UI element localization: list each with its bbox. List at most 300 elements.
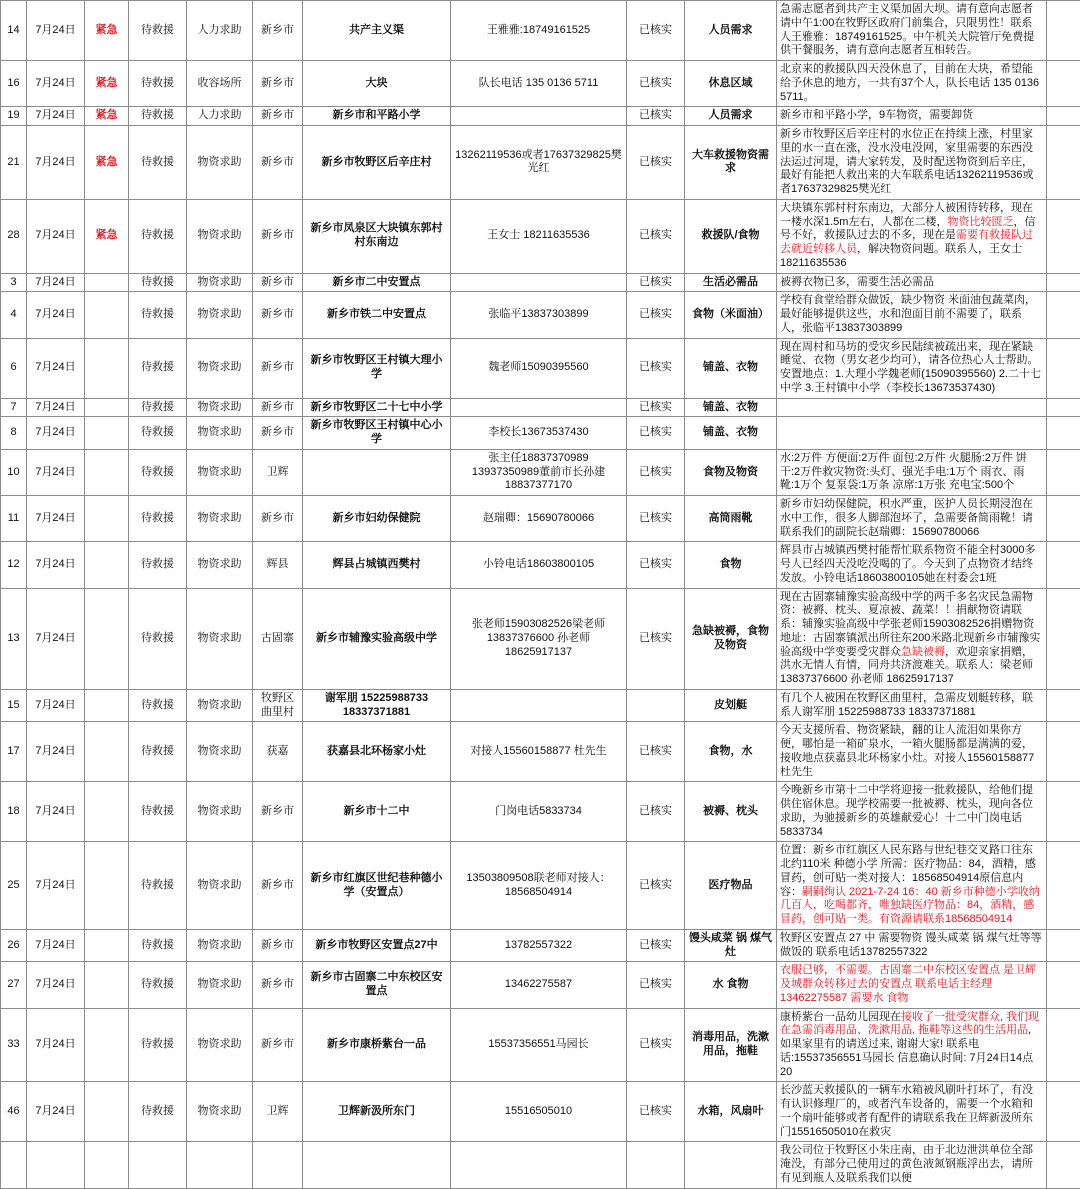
table-row — [1, 398, 1080, 417]
cell-org: 共产主义渠 — [303, 1, 451, 61]
cell-region: 新乡市 — [253, 1, 303, 61]
cell-need: 皮划艇 — [685, 689, 777, 722]
cell-idx: 8 — [1, 417, 27, 450]
cell-note — [1047, 1008, 1080, 1082]
cell-verify: 已核实 — [627, 588, 685, 689]
cell-verify: 已核实 — [627, 398, 685, 417]
detail-text-run: 新乡市和平路小学，9车物资，需要卸货 — [780, 109, 973, 121]
cell-type: 物资求助 — [187, 199, 253, 273]
detail-text-run: 被褥衣物已多，需要生活必需品 — [780, 276, 934, 288]
cell-verify: 已核实 — [627, 1008, 685, 1082]
cell-idx: 26 — [1, 929, 27, 962]
cell-verify: 已核实 — [627, 273, 685, 292]
detail-text-run: ，信号不好，救援队过去的不多，现在是 — [780, 216, 1035, 242]
cell-detail — [777, 199, 1047, 273]
cell-idx: 25 — [1, 842, 27, 930]
cell-date: 7月24日 — [27, 542, 85, 588]
cell-note — [1047, 929, 1080, 962]
cell-urgent — [85, 782, 129, 842]
cell-idx: 27 — [1, 962, 27, 1008]
cell-detail — [777, 1082, 1047, 1142]
cell-note — [1047, 1082, 1080, 1142]
cell-note — [1047, 842, 1080, 930]
cell-need: 食物及物资 — [685, 449, 777, 495]
cell-org: 新乡市古固寨二中东校区安置点 — [303, 962, 451, 1008]
cell-urgent — [85, 417, 129, 450]
cell-status: 待救援 — [129, 962, 187, 1008]
cell-idx: 3 — [1, 273, 27, 292]
table-row — [1, 722, 1080, 782]
detail-text-run: 学校有食堂给群众做饭，缺少物资 米面油包蔬菜肉，最好能够提供这些，水和泡面目前不需要了，联系人，张临平13837303899 — [780, 294, 1036, 334]
cell-verify: 已核实 — [627, 782, 685, 842]
cell-type: 物资求助 — [187, 929, 253, 962]
cell-detail — [777, 126, 1047, 200]
cell-region: 辉县 — [253, 542, 303, 588]
cell-contact: 13782557322 — [451, 929, 627, 962]
cell-idx: 12 — [1, 542, 27, 588]
cell-urgent — [85, 689, 129, 722]
table-row — [1, 126, 1080, 200]
detail-text-run: 在卫辉新汲所东门15516505010在救灾 — [780, 1112, 1033, 1138]
table-row — [1, 1142, 1080, 1188]
cell-contact: 王雅雅:18749161525 — [451, 1, 627, 61]
cell-date: 7月24日 — [27, 588, 85, 689]
cell-need: 水箱，风扇叶 — [685, 1082, 777, 1142]
cell-contact: 王女士 18211635536 — [451, 199, 627, 273]
table-row — [1, 689, 1080, 722]
cell-date: 7月24日 — [27, 417, 85, 450]
detail-text-run: 衣服已够，不需要。古固寨二中东校区安置点 是卫辉及城群众转移过去的安置点 联系电话主经理 13462275587 需要水 食物 — [780, 964, 1036, 1004]
cell-detail — [777, 292, 1047, 338]
cell-detail — [777, 1008, 1047, 1082]
cell-region — [253, 1142, 303, 1188]
detail-text-run: 对接人：18568504914 — [868, 872, 979, 884]
cell-org: 新乡市牧野区后辛庄村 — [303, 126, 451, 200]
cell-region: 新乡市 — [253, 929, 303, 962]
cell-type: 物资求助 — [187, 962, 253, 1008]
cell-verify: 已核实 — [627, 722, 685, 782]
cell-date: 7月24日 — [27, 273, 85, 292]
cell-need: 铺盖、衣物 — [685, 417, 777, 450]
cell-contact: 魏老师15090395560 — [451, 338, 627, 398]
cell-contact — [451, 273, 627, 292]
cell-date: 7月24日 — [27, 1, 85, 61]
table-body — [1, 1, 1080, 1189]
cell-urgent: 紧急 — [85, 126, 129, 200]
cell-contact: 13503809508联老师对接人：18568504914 — [451, 842, 627, 930]
cell-urgent — [85, 929, 129, 962]
cell-detail — [777, 929, 1047, 962]
table-row — [1, 1, 1080, 61]
table-row — [1, 417, 1080, 450]
cell-region: 新乡市 — [253, 782, 303, 842]
cell-urgent — [85, 292, 129, 338]
cell-urgent: 紧急 — [85, 199, 129, 273]
cell-date: 7月24日 — [27, 107, 85, 126]
cell-note — [1047, 273, 1080, 292]
cell-need: 馒头咸菜 锅 煤气灶 — [685, 929, 777, 962]
cell-contact: 小铃电话18603800105 — [451, 542, 627, 588]
detail-text-run: 康桥紫台一品幼儿园现在 — [780, 1011, 901, 1023]
cell-org: 大块 — [303, 61, 451, 107]
cell-date: 7月24日 — [27, 61, 85, 107]
detail-text-run: 原信息内容： — [780, 872, 1023, 898]
detail-text-run: 捐献物资请联系：辅豫实验高级中学张老师15903082526 — [780, 604, 1022, 630]
cell-status: 待救援 — [129, 449, 187, 495]
cell-type: 物资求助 — [187, 782, 253, 842]
cell-status: 待救援 — [129, 126, 187, 200]
cell-detail — [777, 107, 1047, 126]
detail-text-run: 联系电话13262119536或者17637329825樊光红 — [780, 169, 1033, 195]
cell-status: 待救援 — [129, 689, 187, 722]
cell-org: 卫辉新汲所东门 — [303, 1082, 451, 1142]
cell-need: 生活必需品 — [685, 273, 777, 292]
cell-type: 物资求助 — [187, 496, 253, 542]
cell-verify: 已核实 — [627, 292, 685, 338]
cell-note — [1047, 398, 1080, 417]
cell-urgent — [85, 338, 129, 398]
cell-urgent: 紧急 — [85, 1, 129, 61]
cell-org: 新乡市康桥紫台一品 — [303, 1008, 451, 1082]
cell-contact: 13462275587 — [451, 962, 627, 1008]
cell-type: 物资求助 — [187, 1082, 253, 1142]
cell-note — [1047, 496, 1080, 542]
cell-detail — [777, 542, 1047, 588]
cell-org: 获嘉县北环杨家小灶 — [303, 722, 451, 782]
cell-detail — [777, 962, 1047, 1008]
cell-date: 7月24日 — [27, 962, 85, 1008]
detail-text-run: 牧野区安置点 27 中 需要物资 馒头咸菜 锅 煤气灶等等做饭的 联系电话13782557322 — [780, 932, 1042, 958]
cell-date: 7月24日 — [27, 338, 85, 398]
cell-urgent — [85, 398, 129, 417]
detail-text-run: 水:2万件 方便面:2万件 面包:2万件 火腿肠:2万件 饼干:2万件 — [780, 452, 1027, 478]
cell-detail — [777, 689, 1047, 722]
cell-status: 待救援 — [129, 1, 187, 61]
cell-verify — [627, 1142, 685, 1188]
cell-note — [1047, 417, 1080, 450]
cell-verify: 已核实 — [627, 107, 685, 126]
cell-org: 新乡市牧野区王村镇中心小学 — [303, 417, 451, 450]
cell-note — [1047, 338, 1080, 398]
cell-need: 水 食物 — [685, 962, 777, 1008]
cell-urgent — [85, 542, 129, 588]
cell-region: 古固寨 — [253, 588, 303, 689]
detail-text-run: ，欢迎亲家捐赠，洪水无情人有情，同舟共济渡难关。联系人：梁老师 13837376600 孙老师 18625917137 — [780, 646, 1033, 686]
cell-region: 新乡市 — [253, 292, 303, 338]
cell-date: 7月24日 — [27, 782, 85, 842]
cell-verify: 已核实 — [627, 929, 685, 962]
cell-idx: 19 — [1, 107, 27, 126]
cell-type: 人力求助 — [187, 107, 253, 126]
cell-contact: 赵瑞卿：15690780066 — [451, 496, 627, 542]
detail-text-run: 嗣嗣绚认 2021-7-24 16：40 新乡市种德小学收纳几百人，吃喝都齐，唯独缺医疗物品：84，酒精，感冒药，创可贴一类。有资源请联系18568504914 — [780, 886, 1040, 926]
detail-text-run: 能帮忙联系物资不能全村3000多号人已经四天没吃没喝的了。今天到了点物资才结终发放。小铃电话18603800105她在村委会1班 — [780, 544, 1035, 584]
cell-verify: 已核实 — [627, 126, 685, 200]
cell-org: 谢军朋 15225988733 18337371881 — [303, 689, 451, 722]
cell-contact: 队长电话 135 0136 5711 — [451, 61, 627, 107]
cell-date: 7月24日 — [27, 496, 85, 542]
cell-date: 7月24日 — [27, 199, 85, 273]
cell-date — [27, 1142, 85, 1188]
detail-text-run: 北京来的救援队四天没休息了，目前在大块，希望能给予休息的地方，一共有37个人，队长电话 135 0136 5711。 — [780, 63, 1039, 103]
cell-detail — [777, 398, 1047, 417]
cell-region: 新乡市 — [253, 126, 303, 200]
cell-type: 物资求助 — [187, 689, 253, 722]
cell-need: 食物，水 — [685, 722, 777, 782]
cell-idx: 18 — [1, 782, 27, 842]
cell-status: 待救援 — [129, 61, 187, 107]
cell-contact — [451, 107, 627, 126]
cell-need: 铺盖、衣物 — [685, 338, 777, 398]
cell-type: 物资求助 — [187, 417, 253, 450]
cell-org: 新乡市牧野区王村镇大理小学 — [303, 338, 451, 398]
table-row — [1, 542, 1080, 588]
cell-idx — [1, 1142, 27, 1188]
cell-org: 新乡市二中安置点 — [303, 273, 451, 292]
cell-status: 待救援 — [129, 417, 187, 450]
cell-verify: 已核实 — [627, 496, 685, 542]
table-row — [1, 1082, 1080, 1142]
table-row — [1, 782, 1080, 842]
cell-idx: 46 — [1, 1082, 27, 1142]
cell-org — [303, 1142, 451, 1188]
cell-need — [685, 1142, 777, 1188]
cell-urgent — [85, 842, 129, 930]
cell-contact: 13262119536或者17637329825樊光红 — [451, 126, 627, 200]
cell-status: 待救援 — [129, 1082, 187, 1142]
cell-date: 7月24日 — [27, 1008, 85, 1082]
cell-urgent — [85, 449, 129, 495]
cell-contact: 李校长13673537430 — [451, 417, 627, 450]
cell-urgent — [85, 1008, 129, 1082]
cell-region: 新乡市 — [253, 338, 303, 398]
cell-need: 食物（米面油） — [685, 292, 777, 338]
cell-region: 获嘉 — [253, 722, 303, 782]
cell-status: 待救援 — [129, 338, 187, 398]
cell-org: 辉县占城镇西樊村 — [303, 542, 451, 588]
cell-region: 新乡市 — [253, 107, 303, 126]
cell-org: 新乡市辅豫实验高级中学 — [303, 588, 451, 689]
cell-need: 高筒雨靴 — [685, 496, 777, 542]
cell-need: 消毒用品，洗漱用品，拖鞋 — [685, 1008, 777, 1082]
cell-note — [1047, 292, 1080, 338]
detail-text-run: 今晚新乡市第十二中学将迎接一批救援队，给他们提供住宿休息。现学校需要一批被褥、枕头，现向各位求助，为驰援新乡的英雄献爱心！十二中门岗电话5833734 — [780, 784, 1033, 837]
cell-region: 卫辉 — [253, 449, 303, 495]
cell-status: 待救援 — [129, 722, 187, 782]
cell-urgent — [85, 496, 129, 542]
cell-need: 食物 — [685, 542, 777, 588]
detail-text-run: 能够或者有配件的请联系我 — [824, 1112, 956, 1124]
cell-note — [1047, 1142, 1080, 1188]
cell-org: 新乡市红旗区世纪巷种德小学（安置点） — [303, 842, 451, 930]
cell-region: 新乡市 — [253, 398, 303, 417]
detail-text-run: 如果你方便，哪怕是一箱矿泉水，一箱火腿肠都是满满的爱，接收地点获嘉县北环杨家小灶。对接人15560158877 杜先生 — [780, 724, 1034, 777]
cell-detail — [777, 61, 1047, 107]
cell-urgent — [85, 722, 129, 782]
cell-org: 新乡市凤泉区大块镇东郭村村东南边 — [303, 199, 451, 273]
detail-text-run: 物资比较匮乏 — [947, 216, 1013, 228]
detail-text-run: 急缺被褥 — [901, 646, 945, 658]
cell-detail — [777, 842, 1047, 930]
cell-need: 人员需求 — [685, 1, 777, 61]
cell-need: 医疗物品 — [685, 842, 777, 930]
cell-region: 新乡市 — [253, 842, 303, 930]
cell-region: 新乡市 — [253, 496, 303, 542]
cell-idx: 28 — [1, 199, 27, 273]
cell-note — [1047, 588, 1080, 689]
cell-status: 待救援 — [129, 199, 187, 273]
cell-note — [1047, 542, 1080, 588]
cell-date: 7月24日 — [27, 842, 85, 930]
detail-text-run: 现新乡市辅豫实验高级中学变要受灾群众 — [780, 632, 1040, 658]
cell-detail — [777, 449, 1047, 495]
cell-status: 待救援 — [129, 398, 187, 417]
cell-idx: 17 — [1, 722, 27, 782]
cell-idx: 7 — [1, 398, 27, 417]
cell-detail — [777, 1142, 1047, 1188]
table-row — [1, 962, 1080, 1008]
cell-idx: 16 — [1, 61, 27, 107]
cell-detail — [777, 417, 1047, 450]
detail-text-run: 现在周村和马坊的受灾乡民陆续被疏出来，现在紧缺睡觉、衣物（男女老少均可），请各位热心人士帮助。安置地点：1.大理小学魏老师(15090395560) 2.二十七中学 3.王村镇中小学（李校长13673537430) — [780, 341, 1041, 394]
cell-urgent — [85, 962, 129, 1008]
cell-urgent — [85, 273, 129, 292]
cell-region: 牧野区曲里村 — [253, 689, 303, 722]
cell-idx: 13 — [1, 588, 27, 689]
cell-org: 新乡市牧野区二十七中小学 — [303, 398, 451, 417]
cell-type: 物资求助 — [187, 126, 253, 200]
cell-region: 新乡市 — [253, 962, 303, 1008]
cell-date: 7月24日 — [27, 689, 85, 722]
detail-text-run: 位置：新乡市红旗区人民东路与世纪巷交叉路口往东北约110米 种德小学 所需：医疗物品：84，酒精，感冒药，创可贴一类 — [780, 844, 1036, 884]
cell-idx: 33 — [1, 1008, 27, 1082]
cell-type: 物资求助 — [187, 842, 253, 930]
cell-detail — [777, 588, 1047, 689]
detail-text-run: , 如果家里有的请送过来, 谢谢大家! 联系电话:15537356551马园长 信息确认时间: 7月24日14点20 — [780, 1024, 1033, 1077]
cell-verify: 已核实 — [627, 842, 685, 930]
cell-verify: 已核实 — [627, 199, 685, 273]
cell-date: 7月24日 — [27, 449, 85, 495]
table-row — [1, 292, 1080, 338]
cell-urgent: 紧急 — [85, 107, 129, 126]
cell-idx: 15 — [1, 689, 27, 722]
detail-text-run: 辉县市占城镇西樊村 — [780, 544, 879, 556]
cell-contact: 对接人15560158877 杜先生 — [451, 722, 627, 782]
table-row — [1, 588, 1080, 689]
cell-idx: 10 — [1, 449, 27, 495]
cell-need: 铺盖、衣物 — [685, 398, 777, 417]
cell-region: 卫辉 — [253, 1082, 303, 1142]
cell-contact: 张老师15903082526梁老师 13837376600 孙老师18625917137 — [451, 588, 627, 689]
table-row — [1, 273, 1080, 292]
cell-contact: 张主任18837370989 13937350989董前市长孙建18837377170 — [451, 449, 627, 495]
cell-region: 新乡市 — [253, 61, 303, 107]
cell-status: 待救援 — [129, 1008, 187, 1082]
cell-org: 新乡市牧野区安置点27中 — [303, 929, 451, 962]
cell-status: 待救援 — [129, 496, 187, 542]
cell-note — [1047, 61, 1080, 107]
cell-idx: 6 — [1, 338, 27, 398]
cell-status: 待救援 — [129, 273, 187, 292]
cell-contact: 15516505010 — [451, 1082, 627, 1142]
cell-note — [1047, 449, 1080, 495]
cell-type: 物资求助 — [187, 273, 253, 292]
table-row — [1, 496, 1080, 542]
cell-org: 新乡市和平路小学 — [303, 107, 451, 126]
cell-verify: 已核实 — [627, 1, 685, 61]
cell-date: 7月24日 — [27, 398, 85, 417]
cell-note — [1047, 107, 1080, 126]
cell-date: 7月24日 — [27, 722, 85, 782]
cell-need: 被褥、枕头 — [685, 782, 777, 842]
cell-urgent — [85, 588, 129, 689]
cell-verify: 已核实 — [627, 542, 685, 588]
detail-text-run: 长沙蓝天救援队的一辆车水箱被风刷叶打坏了，有没有认识修理厂的，或者汽车设备的，需要一个水箱和一个扇叶 — [780, 1084, 1033, 1124]
cell-status: 待救援 — [129, 292, 187, 338]
detail-text-run: 有几个人被困在牧野区曲里村，急需皮划艇转移，联系人谢军朋 15225988733 18337371881 — [780, 692, 1033, 718]
detail-text-run: 我公司位于牧野区小朱庄南，由于北边泄洪单位全部淹没，有部分己使用过的黄色液氮钢瓶浮出去，请所有见到瓶人及联系我们以便 — [780, 1144, 1033, 1184]
cell-status — [129, 1142, 187, 1188]
cell-note — [1047, 126, 1080, 200]
detail-text-run: 需要有救援队过去就近转移人员 — [780, 229, 1033, 255]
cell-need: 人员需求 — [685, 107, 777, 126]
cell-contact — [451, 1142, 627, 1188]
cell-verify: 已核实 — [627, 417, 685, 450]
cell-note — [1047, 199, 1080, 273]
cell-type — [187, 1142, 253, 1188]
cell-need: 急缺被褥，食物及物资 — [685, 588, 777, 689]
cell-status: 待救援 — [129, 542, 187, 588]
cell-detail — [777, 338, 1047, 398]
cell-contact: 门岗电话5833734 — [451, 782, 627, 842]
cell-urgent: 紧急 — [85, 61, 129, 107]
cell-type: 收容场所 — [187, 61, 253, 107]
cell-date: 7月24日 — [27, 292, 85, 338]
detail-text-run: 新乡市妇幼保健院，积水严重，医护人员长期浸泡在水中工作，很多人脚部泡坏了，急需要备简雨靴！请联系我们的副院长赵瑞卿：15690780066 — [780, 498, 1033, 538]
cell-detail — [777, 782, 1047, 842]
cell-date: 7月24日 — [27, 126, 85, 200]
cell-contact — [451, 689, 627, 722]
cell-detail — [777, 496, 1047, 542]
cell-detail — [777, 722, 1047, 782]
cell-idx: 21 — [1, 126, 27, 200]
cell-type: 物资求助 — [187, 398, 253, 417]
cell-note — [1047, 782, 1080, 842]
cell-status: 待救援 — [129, 107, 187, 126]
cell-verify: 已核实 — [627, 61, 685, 107]
cell-type: 物资求助 — [187, 1008, 253, 1082]
detail-text-run: ，解决物资问题。联系人，王女士18211635536 — [780, 243, 1022, 269]
cell-org: 新乡市妇幼保健院 — [303, 496, 451, 542]
cell-org: 新乡市铁二中安置点 — [303, 292, 451, 338]
cell-urgent — [85, 1082, 129, 1142]
detail-text-run: 急需志愿者到共产主义渠加固大坝。请有意向志愿者请中午1:00在牧野区政府门前集合，只限男性！联系人王雅雅：18749161525。中午机关大院管厅免费提供干餐服务，请有意向志愿者互相转告。 — [780, 3, 1034, 56]
table-row — [1, 449, 1080, 495]
cell-idx: 14 — [1, 1, 27, 61]
cell-type: 人力求助 — [187, 1, 253, 61]
table-row — [1, 929, 1080, 962]
detail-text-run: 新乡市牧野区后辛庄村的水位正在持续上涨，村里家里的水一直在涨，没水没电没网，家里需要的东西没法运过河堤，请大家转发，及时配送物资到后辛庄，最好有能把人救出来的大车 — [780, 128, 1033, 181]
cell-need: 救援队/食物 — [685, 199, 777, 273]
cell-type: 物资求助 — [187, 338, 253, 398]
cell-status: 待救援 — [129, 842, 187, 930]
cell-type: 物资求助 — [187, 542, 253, 588]
cell-verify: 已核实 — [627, 962, 685, 1008]
cell-verify: 已核实 — [627, 449, 685, 495]
cell-status: 待救援 — [129, 782, 187, 842]
cell-date: 7月24日 — [27, 929, 85, 962]
table-row — [1, 107, 1080, 126]
